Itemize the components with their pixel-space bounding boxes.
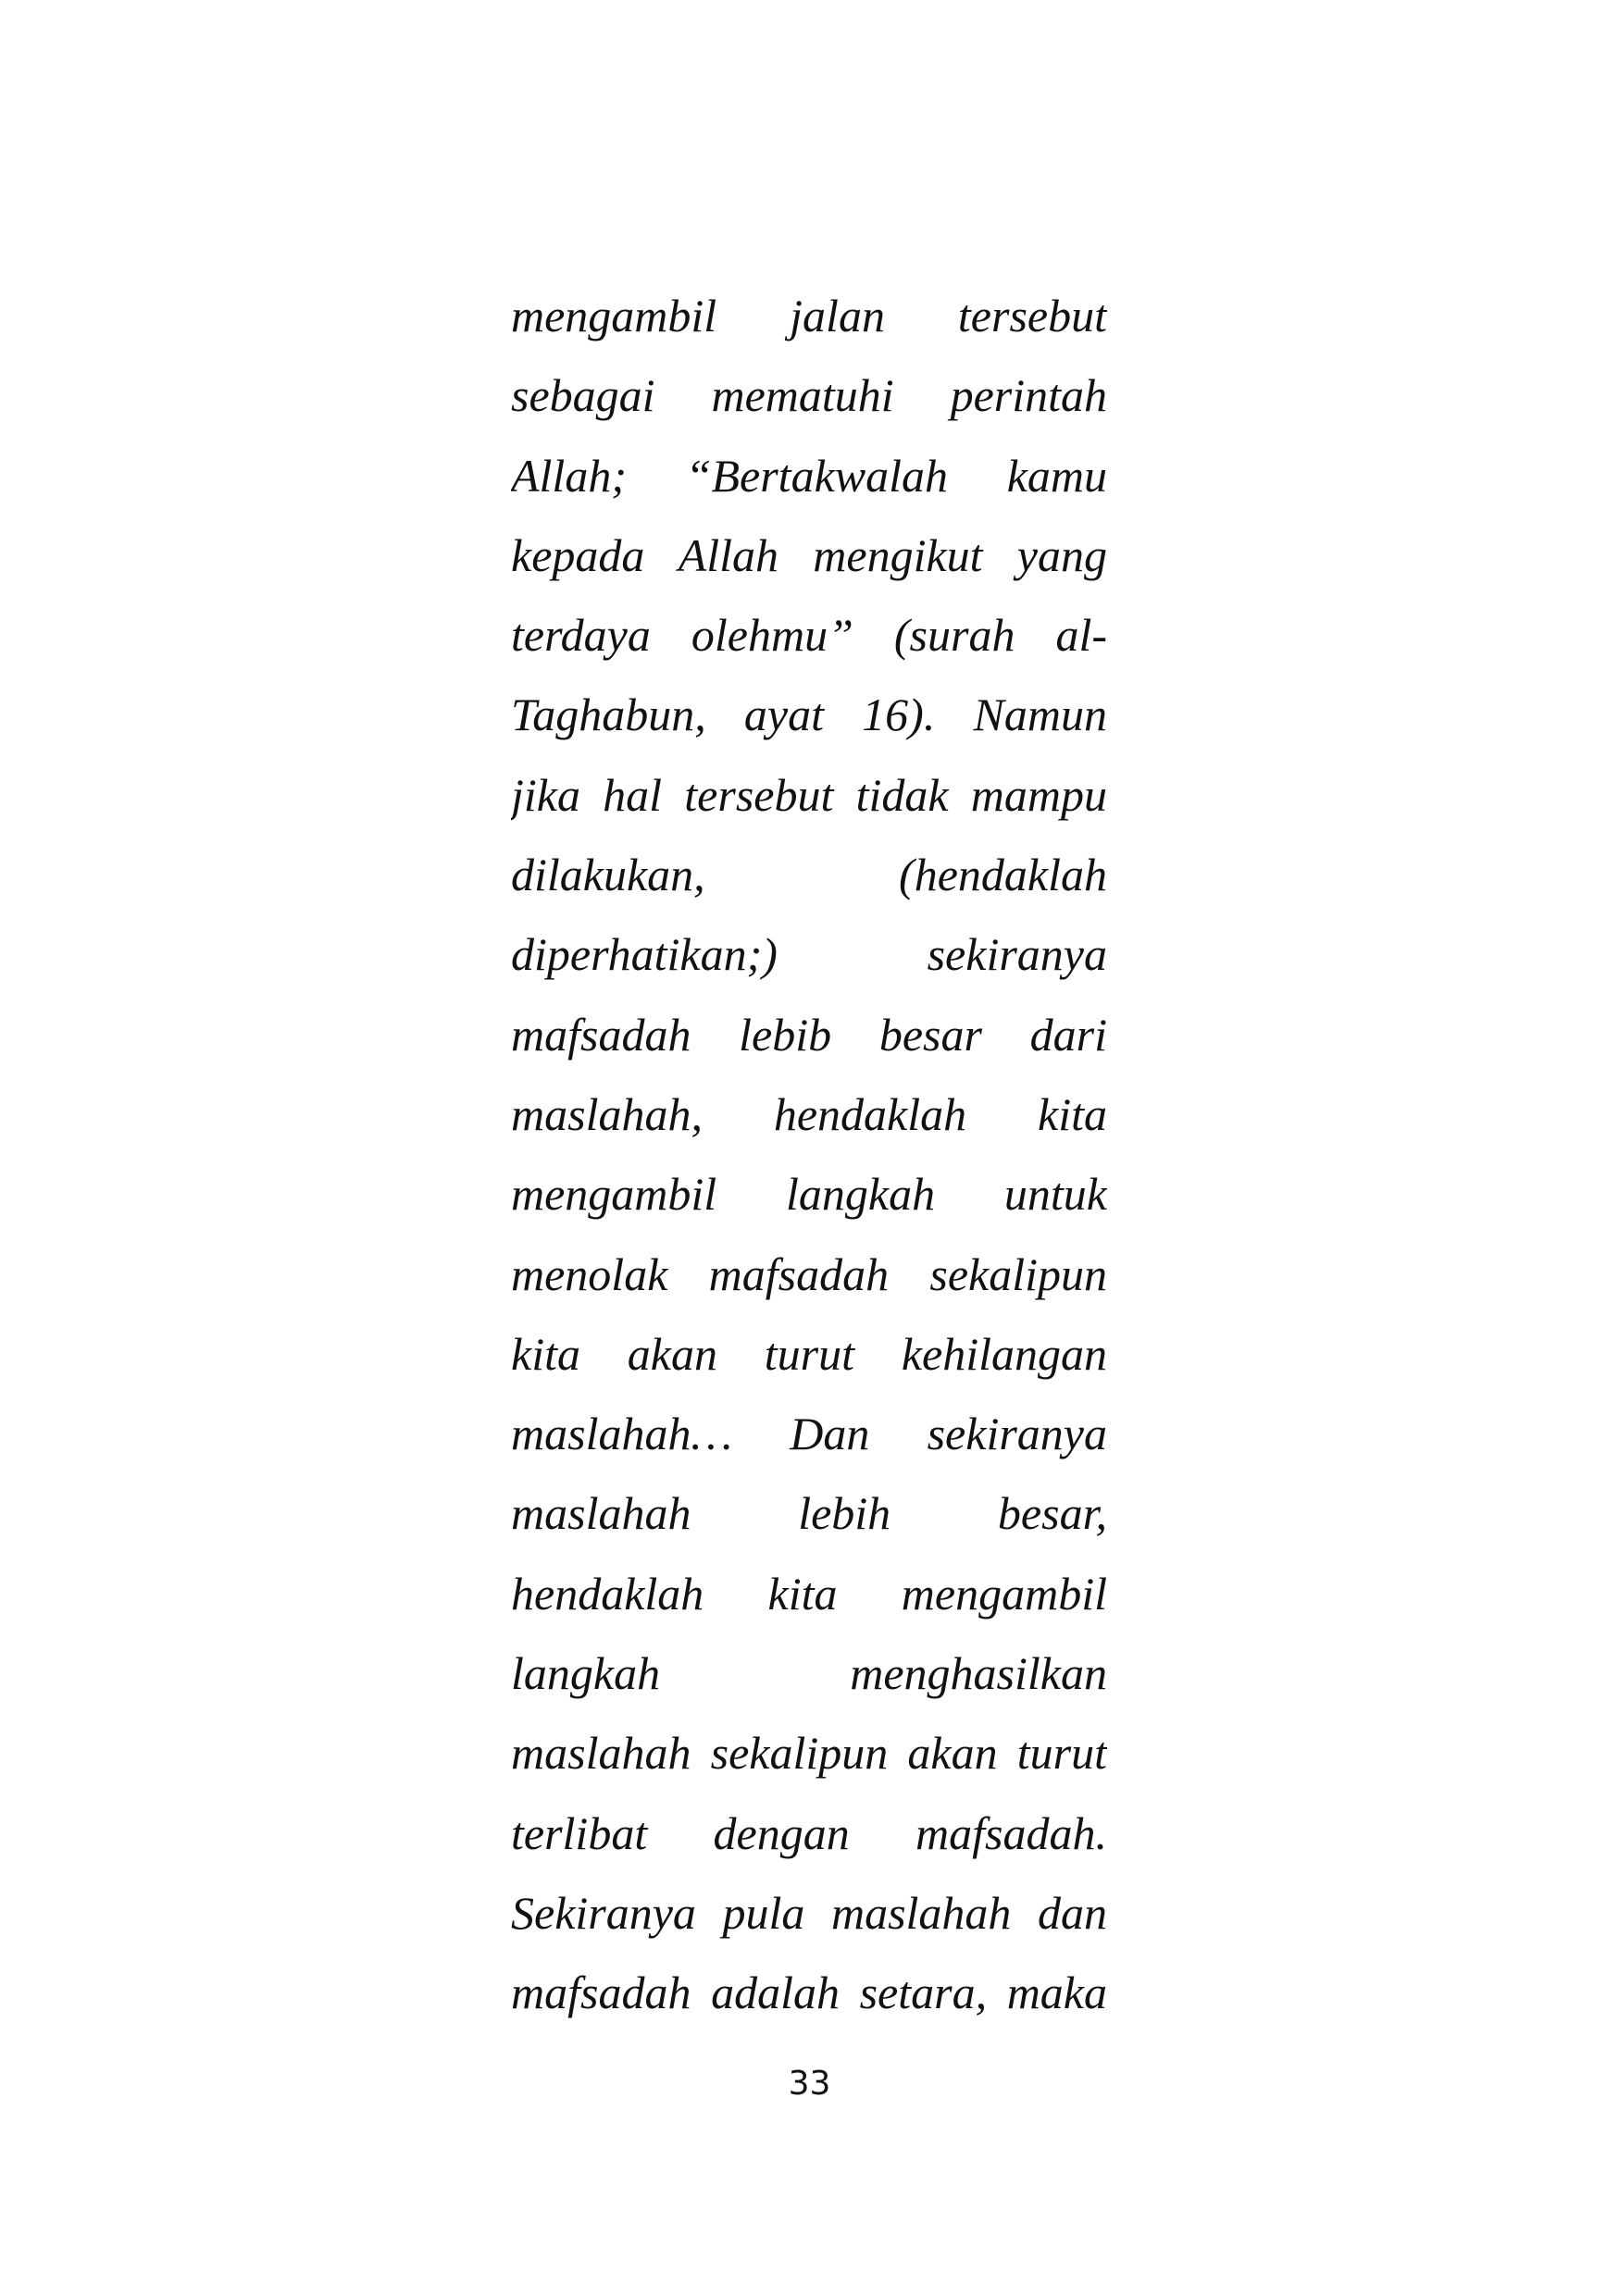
text-line: Sekiranya pula maslahah dan <box>511 1886 1107 1939</box>
text-line: diperhatikan;) sekiranya <box>511 928 1107 981</box>
text-line: maslahah… Dan sekiranya <box>511 1408 1107 1460</box>
text-line: jika hal tersebut tidak mampu <box>511 768 1107 821</box>
text-line: Allah; “Bertakwalah kamu <box>511 449 1107 502</box>
text-line: maslahah, hendaklah kita <box>511 1087 1107 1140</box>
page-number: 33 <box>788 2065 831 2103</box>
text-line: Taghabun, ayat 16). Namun <box>511 689 1107 741</box>
text-line: mafsadah lebib besar dari <box>511 1008 1107 1061</box>
text-line: sebagai mematuhi perintah <box>511 369 1107 422</box>
text-line: maslahah sekalipun akan turut <box>511 1727 1107 1780</box>
text-line: mafsadah adalah setara, maka <box>511 1967 1107 2019</box>
text-line: terdaya olehmu” (surah al- <box>511 609 1107 662</box>
text-line: menolak mafsadah sekalipun <box>511 1247 1107 1300</box>
text-line: hendaklah kita mengambil <box>511 1567 1107 1620</box>
body-text <box>511 276 1107 2033</box>
text-line: mengambil jalan tersebut <box>511 290 1107 341</box>
text-line: kita akan turut kehilangan <box>511 1327 1107 1380</box>
text-line: dilakukan, (hendaklah <box>511 849 1107 901</box>
text-line: terlibat dengan mafsadah. <box>511 1806 1107 1859</box>
text-line: mengambil langkah untuk <box>511 1168 1107 1221</box>
text-line: kepada Allah mengikut yang <box>511 528 1107 581</box>
text-line: langkah menghasilkan <box>511 1647 1107 1700</box>
text-line: maslahah lebih besar, <box>511 1487 1107 1540</box>
